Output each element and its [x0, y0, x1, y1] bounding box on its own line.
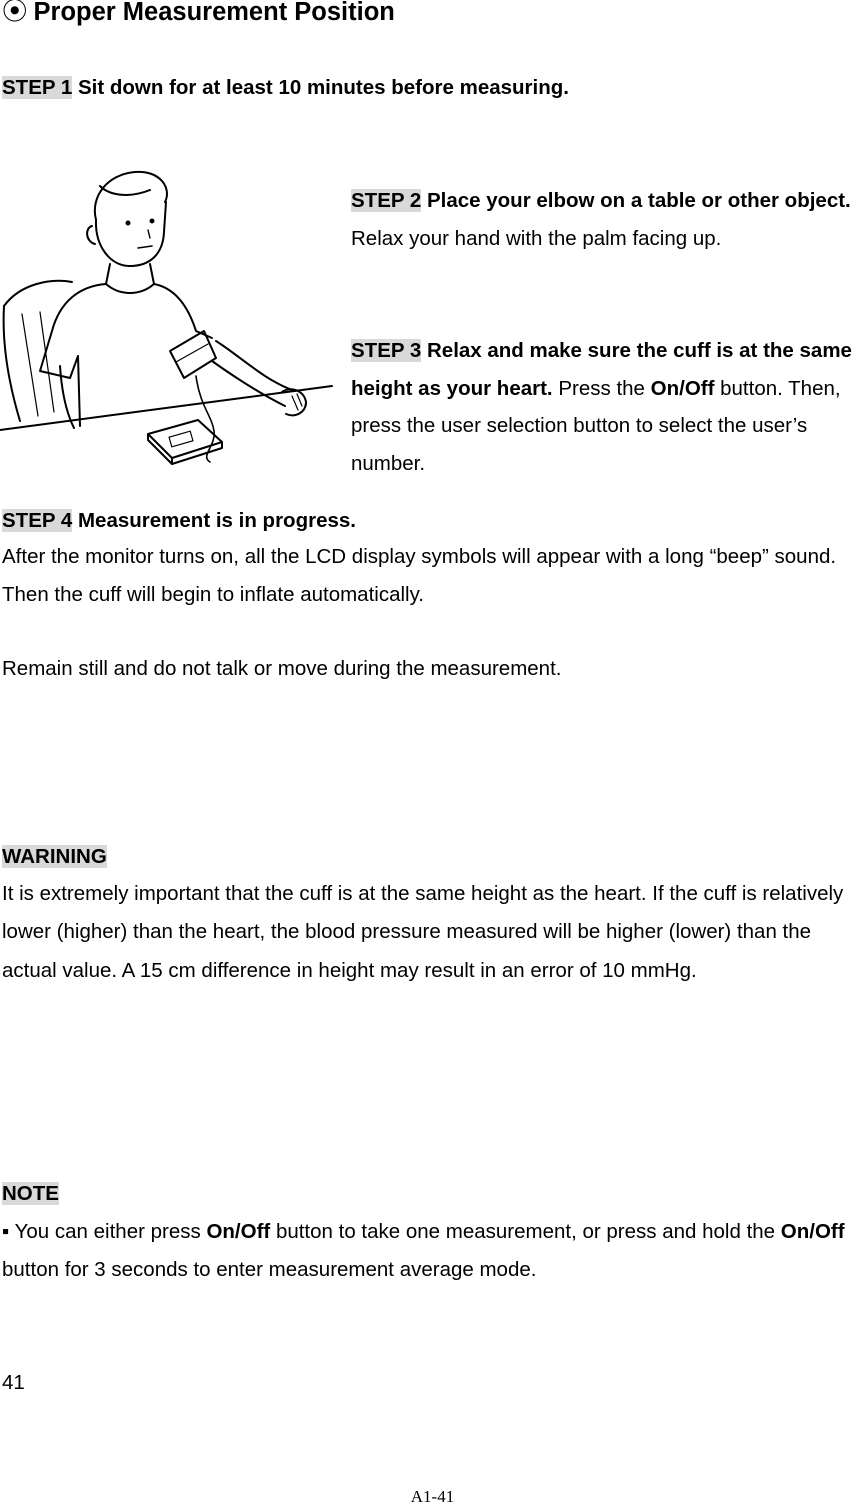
- step4-heading: [2, 502, 356, 539]
- step4-para2: Remain still and do not talk or move during the measurement.: [2, 657, 562, 680]
- step3: [351, 332, 863, 482]
- note-t2: button to take one measurement, or press and hold the: [275, 1220, 776, 1243]
- warning-text: It is extremely important that the cuff is at the same height as the heart. If the cuff is relatively lower (higher) than the heart, the blood pressure measured will be higher (lower) than the actual value. A 15 cm difference in height may result in an error of 10 mmHg.: [2, 882, 844, 982]
- step3-onoff: On/Off: [650, 376, 715, 400]
- right-sleeve: [154, 284, 212, 338]
- note-t3: button for 3 seconds to enter measurement average mode.: [2, 1258, 537, 1281]
- left-sleeve: [40, 284, 106, 378]
- note-onoff2: On/Off: [780, 1220, 845, 1243]
- note-t1: You can either press: [14, 1220, 201, 1243]
- step4-tag: STEP 4: [2, 509, 73, 532]
- face: [96, 202, 166, 266]
- note-onoff1: On/Off: [206, 1220, 271, 1243]
- hair: [95, 172, 167, 220]
- step4-bold: Measurement is in progress.: [77, 509, 356, 532]
- page-number: 41: [2, 1371, 25, 1394]
- step2-tag: STEP 2: [351, 189, 422, 212]
- warning-tag: WARINING: [2, 845, 107, 868]
- step3-tag: STEP 3: [351, 339, 422, 362]
- step2: [351, 182, 863, 257]
- footer-page-code: A1-41: [410, 1487, 455, 1506]
- illustration-person-measuring: [0, 166, 334, 466]
- note-tag: NOTE: [2, 1182, 59, 1205]
- step2-bold: Place your elbow on a table or other object.: [426, 189, 851, 212]
- step4-para1: After the monitor turns on, all the LCD display symbols will appear with a long “beep” sound. Then the cuff will begin to inflate automatically.: [2, 545, 837, 606]
- step1-tag: STEP 1: [2, 76, 73, 99]
- section-title-text: Proper Measurement Position: [33, 0, 395, 26]
- cuff: [170, 331, 216, 378]
- note-text: [2, 1213, 864, 1289]
- note-heading: [2, 1175, 59, 1212]
- step3-bold: Relax and make sure the cuff is at the same height as your heart.: [351, 339, 852, 400]
- step3-text2: button. Then, press the user selection button to select the user’s number.: [351, 376, 841, 475]
- ear: [87, 226, 95, 244]
- section-title: [2, 0, 395, 27]
- chair-line: [4, 306, 20, 421]
- step1: [2, 69, 569, 106]
- step1-text: Sit down for at least 10 minutes before measuring.: [77, 76, 569, 99]
- warning-heading: [2, 838, 107, 875]
- bullseye-icon: ⦿: [2, 0, 28, 26]
- bullet-icon: ▪: [2, 1220, 10, 1243]
- step2-text: Relax your hand with the palm facing up.: [351, 226, 722, 250]
- step3-text1: Press the: [558, 376, 645, 400]
